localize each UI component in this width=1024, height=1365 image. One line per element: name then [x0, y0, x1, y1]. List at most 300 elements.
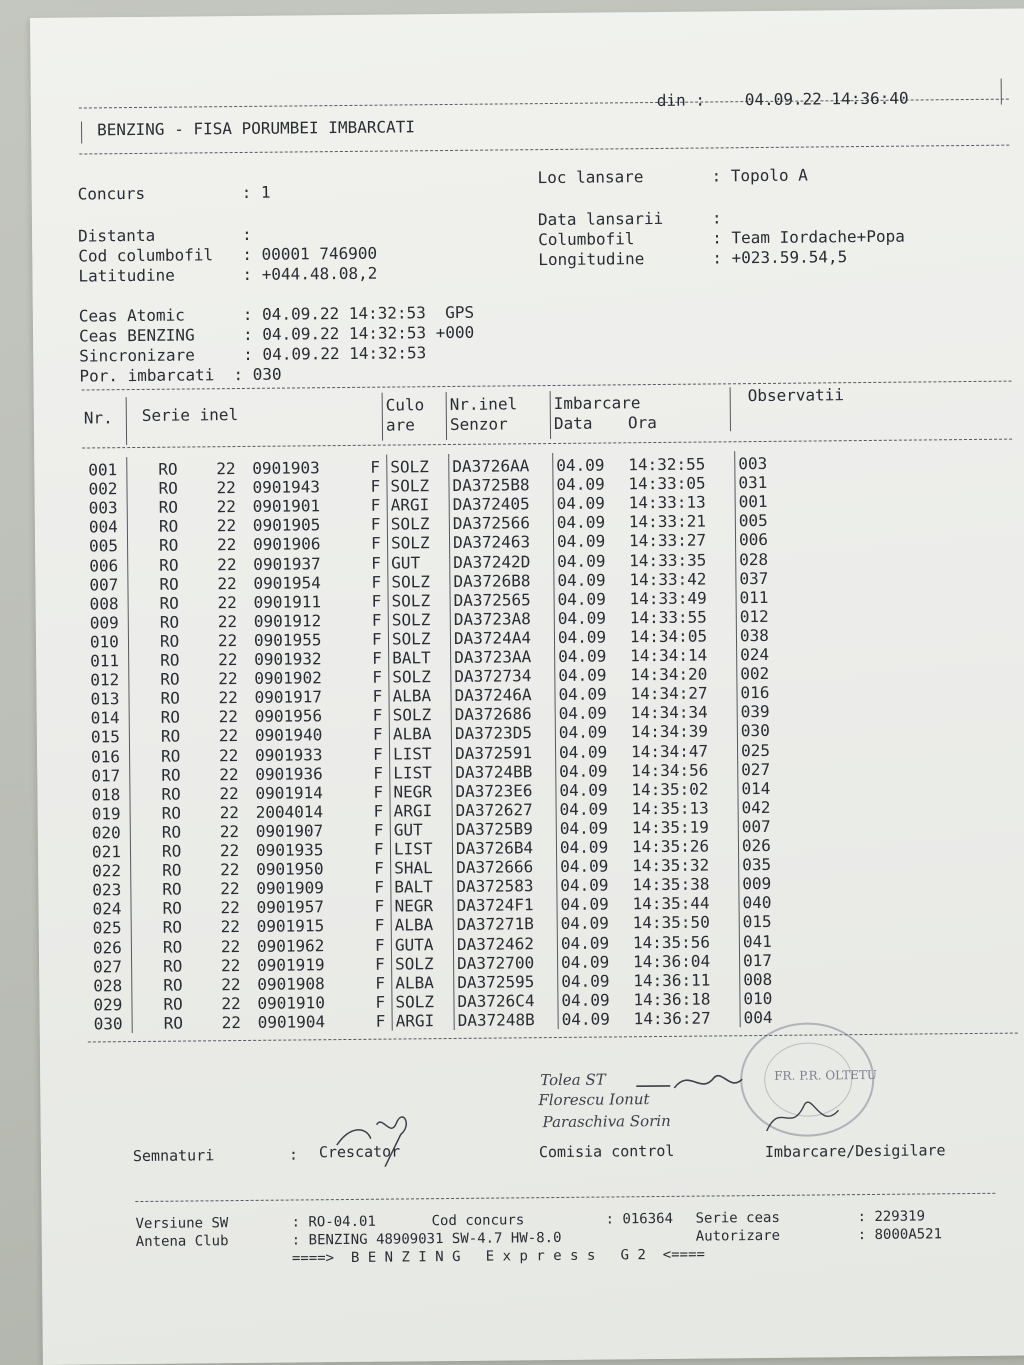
cell-ora: 14:34:27: [630, 683, 708, 704]
semnaturi-label: Semnaturi: [132, 1146, 215, 1166]
cell-senzor: DA3726AA: [452, 456, 530, 476]
cell-nr: 018: [91, 784, 121, 805]
cell-an: 22: [219, 841, 240, 861]
cell-nr: 008: [89, 593, 119, 614]
loc-lansare-value: : Topolo A: [711, 165, 808, 186]
cell-sex: F: [374, 877, 385, 897]
serie-ceas-label: Serie ceas: [695, 1209, 780, 1227]
cell-ora: 14:33:35: [629, 550, 707, 570]
cell-observatii: 009: [742, 874, 772, 894]
cell-tara: RO: [159, 593, 179, 613]
header-divider-3: [446, 392, 447, 440]
cell-inel: 0901933: [254, 744, 323, 765]
cell-ora: 14:33:49: [629, 588, 707, 608]
cell-observatii: 004: [743, 1007, 773, 1028]
cell-data: 04.09: [557, 608, 607, 628]
cell-tara: RO: [160, 688, 180, 708]
header-nr-inel-1: Nr.inel: [449, 394, 518, 414]
cell-ora: 14:35:50: [632, 912, 710, 933]
cell-an: 22: [217, 554, 237, 574]
cell-tara: RO: [163, 1013, 184, 1033]
columbofil-label: Columbofil: [538, 229, 635, 250]
cell-ora: 14:35:32: [632, 855, 710, 876]
cell-data: 04.09: [560, 856, 609, 877]
cell-culoare: GUT: [391, 552, 421, 573]
cell-tara: RO: [162, 860, 182, 880]
cell-nr: 001: [88, 460, 118, 480]
cell-data: 04.09: [558, 703, 607, 724]
cell-culoare: SOLZ: [391, 609, 431, 630]
cell-sex: F: [370, 534, 381, 554]
cell-senzor: DA372462: [456, 933, 535, 954]
cell-tara: RO: [160, 669, 180, 689]
cell-sex: F: [371, 629, 382, 649]
cell-observatii: 017: [742, 950, 773, 970]
cell-tara: RO: [159, 555, 179, 575]
cell-ora: 14:35:02: [631, 779, 709, 799]
sincronizare-label: Sincronizare: [79, 345, 195, 366]
cell-observatii: 024: [740, 644, 770, 665]
cell-culoare: LIST: [393, 839, 433, 859]
cell-nr: 021: [91, 842, 122, 862]
cell-an: 22: [217, 611, 238, 632]
cell-data: 04.09: [557, 589, 606, 609]
cell-ora: 14:34:39: [630, 721, 709, 742]
cell-inel: 0901936: [255, 763, 323, 784]
cell-senzor: DA37242D: [453, 551, 531, 572]
cell-sex: F: [375, 992, 386, 1012]
cell-sex: F: [375, 954, 385, 974]
cell-senzor: DA3724A4: [453, 628, 532, 648]
cell-data: 04.09: [559, 761, 608, 781]
cell-observatii: 026: [741, 835, 771, 856]
cell-observatii: 039: [740, 702, 770, 722]
cod-columbofil-value: : 00001 746900: [242, 243, 378, 264]
cell-nr: 002: [88, 479, 118, 499]
cell-senzor: DA372627: [455, 800, 533, 820]
cell-sex: F: [370, 514, 381, 535]
cell-tara: RO: [161, 765, 181, 785]
comisia-control-label: Comisia control: [538, 1141, 675, 1162]
cell-data: 04.09: [557, 570, 606, 590]
cod-columbofil-label: Cod columbofil: [78, 245, 214, 266]
cell-nr: 020: [91, 823, 121, 843]
cell-sex: F: [372, 686, 383, 706]
cell-an: 22: [218, 707, 239, 727]
cell-senzor: DA3726B4: [455, 838, 534, 858]
cell-senzor: DA37271B: [456, 914, 534, 935]
cell-sex: F: [373, 782, 384, 802]
cell-data: 04.09: [558, 646, 607, 666]
cell-tara: RO: [162, 937, 183, 957]
cell-ora: 14:34:14: [630, 645, 708, 666]
cell-sex: F: [373, 801, 384, 821]
cell-sex: F: [372, 744, 383, 764]
cell-sex: F: [372, 705, 383, 726]
cell-ora: 14:34:05: [629, 626, 708, 647]
cod-concurs-label: Cod concurs: [431, 1212, 525, 1230]
cell-sex: F: [372, 667, 383, 687]
cell-an: 22: [220, 936, 241, 956]
cell-inel: 0901909: [256, 878, 324, 899]
cell-culoare: SOLZ: [390, 476, 430, 496]
cell-sex: F: [372, 725, 383, 745]
autorizare-label: Autorizare: [695, 1227, 781, 1245]
porumbei-imbarcati-value: : 030: [233, 364, 282, 385]
cell-nr: 013: [90, 689, 120, 709]
cell-data: 04.09: [556, 512, 606, 533]
cell-ora: 14:33:21: [628, 511, 707, 532]
cell-data: 04.09: [558, 684, 607, 705]
cell-tara: RO: [159, 574, 179, 594]
cell-ora: 14:33:05: [628, 473, 706, 494]
cell-inel: 0901954: [253, 572, 321, 593]
cell-ora: 14:36:11: [633, 970, 711, 990]
cell-senzor: DA3724F1: [456, 895, 534, 916]
cell-data: 04.09: [557, 551, 606, 571]
cell-nr: 005: [88, 536, 119, 556]
cell-tara: RO: [158, 516, 179, 537]
ceas-atomic-label: Ceas Atomic: [78, 305, 185, 326]
cell-inel: 0901955: [253, 630, 322, 650]
cell-inel: 0901902: [254, 668, 322, 688]
cell-senzor: DA372405: [452, 494, 530, 515]
footer-top-rule: [135, 1193, 995, 1202]
cell-culoare: SOLZ: [390, 514, 430, 534]
cell-sex: F: [371, 553, 381, 573]
cell-culoare: ALBA: [395, 972, 434, 993]
cell-culoare: BALT: [394, 877, 433, 897]
cell-observatii: 006: [738, 530, 769, 550]
title-left-border: [81, 122, 82, 144]
cell-data: 04.09: [558, 665, 607, 686]
cell-an: 22: [218, 745, 239, 765]
cell-culoare: SOLZ: [390, 457, 429, 477]
cell-culoare: SHAL: [394, 858, 433, 878]
semnaturi-colon: :: [288, 1145, 299, 1164]
cell-sex: F: [374, 858, 384, 878]
cell-an: 22: [218, 650, 238, 670]
cell-senzor: DA37248B: [457, 1010, 535, 1030]
header-serie-inel: Serie inel: [141, 405, 239, 425]
cell-ora: 14:35:13: [631, 798, 709, 819]
cell-an: 22: [216, 497, 237, 517]
cell-sex: F: [374, 896, 385, 917]
crescator-signature: [330, 1104, 421, 1175]
cell-data: 04.09: [559, 818, 609, 838]
cell-senzor: DA372565: [453, 589, 531, 610]
cell-ora: 14:35:56: [632, 932, 711, 952]
cell-ora: 14:35:19: [631, 817, 709, 838]
cell-ora: 14:33:27: [628, 530, 707, 551]
cell-senzor: DA372591: [454, 742, 533, 763]
cell-observatii: 031: [738, 473, 768, 493]
cell-inel: 0901956: [254, 706, 323, 727]
handwritten-name-3: Paraschiva Sorin: [542, 1111, 671, 1132]
cell-tara: RO: [162, 879, 182, 899]
cell-sex: F: [375, 973, 386, 993]
cell-nr: 019: [91, 803, 121, 824]
cell-inel: 0901937: [253, 553, 321, 574]
cell-an: 22: [216, 478, 236, 498]
cell-observatii: 042: [741, 797, 771, 818]
cell-an: 22: [216, 459, 236, 479]
columbofil-value: : Team Iordache+Popa: [712, 226, 905, 248]
header-nr: Nr.: [83, 408, 113, 428]
cell-tara: RO: [162, 917, 183, 938]
cell-sex: F: [373, 763, 383, 783]
cell-sex: F: [371, 591, 382, 611]
cell-inel: 0901904: [257, 1012, 326, 1032]
cell-inel: 0901962: [256, 935, 325, 956]
cell-nr: 015: [90, 727, 120, 747]
cell-observatii: 005: [738, 511, 768, 531]
cell-nr: 006: [89, 555, 119, 575]
cell-observatii: 010: [743, 988, 773, 1008]
header-nr-inel-2: Senzor: [449, 414, 508, 434]
cell-observatii: 041: [742, 931, 772, 951]
cell-an: 22: [217, 592, 237, 612]
cell-data: 04.09: [560, 894, 609, 915]
cell-culoare: ALBA: [394, 915, 434, 935]
sincronizare-value: : 04.09.22 14:32:53: [243, 343, 427, 364]
date-label: din :: [656, 90, 706, 110]
cell-observatii: 028: [739, 549, 769, 569]
cell-tara: RO: [159, 631, 180, 651]
cell-senzor: DA3723E6: [455, 780, 533, 801]
header-imbarcare: Imbarcare: [553, 393, 641, 413]
cell-nr: 014: [90, 708, 120, 728]
cell-data: 04.09: [560, 875, 609, 896]
cell-tara: RO: [163, 994, 183, 1014]
cell-data: 04.09: [556, 493, 605, 514]
cell-sex: F: [375, 1011, 386, 1031]
cell-inel: 0901911: [253, 591, 322, 612]
cell-an: 22: [216, 516, 237, 536]
cell-ora: 14:34:34: [630, 702, 708, 723]
cell-data: 04.09: [559, 799, 608, 819]
cell-sex: F: [370, 476, 381, 496]
cell-tara: RO: [158, 478, 178, 498]
cell-inel: 0901950: [256, 859, 324, 879]
cell-senzor: DA3723AA: [454, 647, 532, 667]
cell-nr: 011: [90, 651, 120, 671]
cell-data: 04.09: [561, 990, 610, 1010]
cell-inel: 0901935: [255, 840, 324, 860]
cell-ora: 14:34:47: [630, 741, 709, 761]
cell-sex: F: [371, 610, 382, 630]
cell-data: 04.09: [558, 741, 608, 762]
cell-nr: 012: [90, 670, 120, 690]
cell-observatii: 015: [742, 912, 772, 932]
cell-senzor: DA3725B8: [452, 475, 530, 496]
cell-culoare: ARGI: [390, 495, 430, 515]
cell-sex: F: [374, 935, 385, 955]
cell-an: 22: [220, 860, 240, 880]
cell-sex: F: [370, 457, 381, 477]
cell-senzor: DA372583: [456, 876, 534, 897]
cell-culoare: GUT: [393, 820, 423, 840]
antena-club-value: : BENZING 48909031 SW-4.7 HW-8.0: [291, 1229, 562, 1249]
cell-observatii: 027: [741, 759, 771, 779]
header-divider-2: [382, 393, 383, 441]
concurs-label: Concurs: [77, 183, 146, 204]
latitudine-label: Latitudine: [78, 265, 175, 286]
cell-ora: 14:33:13: [628, 492, 706, 513]
cell-tara: RO: [160, 650, 180, 670]
cell-culoare: NEGR: [394, 896, 434, 916]
ceas-benzing-label: Ceas BENZING: [78, 325, 195, 346]
cell-senzor: DA372595: [457, 971, 535, 992]
cell-sex: F: [374, 916, 385, 936]
print-datetime: 04.09.22 14:36:40: [744, 88, 909, 110]
printed-sheet: [30, 8, 1024, 1364]
cell-inel: 0901919: [257, 954, 325, 975]
cell-inel: 0901915: [256, 916, 325, 937]
page-title: BENZING - FISA PORUMBEI IMBARCATI: [96, 117, 416, 140]
cell-observatii: 012: [739, 606, 769, 627]
cell-tara: RO: [161, 841, 182, 861]
cell-an: 22: [218, 688, 238, 708]
cell-an: 22: [221, 974, 241, 994]
cell-ora: 14:34:20: [630, 664, 708, 685]
header-culoare-1: Culo: [385, 395, 425, 415]
cell-observatii: 035: [742, 855, 772, 875]
porumbei-imbarcati-label: Por. imbarcati: [79, 365, 215, 386]
cell-data: 04.09: [559, 837, 609, 857]
cell-an: 22: [220, 898, 240, 918]
crescator-label: Crescator: [318, 1142, 401, 1162]
cell-data: 04.09: [556, 455, 605, 475]
cell-tara: RO: [158, 497, 179, 517]
header-culoare-2: are: [385, 415, 415, 435]
header-divider-5: [730, 387, 731, 431]
cell-culoare: ALBA: [392, 686, 432, 706]
cell-inel: 0901943: [252, 477, 321, 497]
cell-sex: F: [370, 495, 381, 515]
cell-inel: 2004014: [255, 802, 324, 822]
cell-data: 04.09: [557, 627, 607, 647]
cell-inel: 0901940: [254, 725, 323, 746]
cell-an: 22: [217, 630, 238, 651]
cell-observatii: 011: [739, 587, 769, 607]
ceas-benzing-value: : 04.09.22 14:32:53 +000: [242, 322, 475, 344]
cell-nr: 030: [93, 1014, 123, 1034]
cell-ora: 14:35:26: [631, 836, 710, 857]
cell-senzor: DA372734: [454, 666, 532, 687]
cell-culoare: SOLZ: [391, 590, 431, 611]
cell-senzor: DA3723D5: [454, 723, 533, 744]
cell-an: 22: [216, 535, 237, 555]
cell-tara: RO: [161, 803, 181, 823]
cell-data: 04.09: [561, 1009, 610, 1029]
cell-culoare: NEGR: [393, 781, 433, 802]
cell-observatii: 038: [739, 625, 769, 646]
cell-nr: 017: [91, 765, 121, 786]
cell-sex: F: [373, 839, 384, 859]
cell-an: 22: [219, 802, 239, 823]
cell-ora: 14:32:55: [628, 454, 706, 475]
cell-sex: F: [373, 820, 384, 840]
cell-culoare: ARGI: [395, 1011, 435, 1031]
cell-an: 22: [218, 726, 239, 746]
cell-nr: 024: [92, 899, 122, 919]
cell-tara: RO: [161, 822, 182, 842]
cell-senzor: DA372566: [452, 513, 531, 534]
cell-data: 04.09: [561, 971, 610, 991]
cell-observatii: 007: [741, 816, 771, 837]
cell-culoare: SOLZ: [392, 667, 431, 687]
imbarcare-desigilare-label: Imbarcare/Desigilare: [764, 1141, 946, 1161]
ceas-atomic-value: : 04.09.22 14:32:53 GPS: [242, 302, 475, 324]
cell-senzor: DA372666: [456, 857, 534, 878]
cell-an: 22: [219, 783, 239, 803]
header-divider-1: [126, 397, 127, 445]
cell-senzor: DA3725B9: [455, 819, 533, 839]
latitudine-value: : +044.48.08,2: [242, 263, 378, 284]
distanta-value: :: [241, 224, 252, 244]
cell-senzor: DA372686: [454, 704, 532, 725]
cell-nr: 016: [91, 746, 121, 766]
cell-ora: 14:33:42: [629, 569, 707, 589]
cell-nr: 029: [93, 994, 123, 1015]
cell-tara: RO: [159, 612, 180, 632]
cell-nr: 004: [88, 517, 118, 537]
header-ora: Ora: [627, 413, 657, 433]
cell-inel: 0901908: [257, 973, 325, 994]
cell-culoare: SOLZ: [391, 571, 431, 592]
cell-observatii: 014: [741, 778, 771, 798]
cell-nr: 027: [93, 956, 123, 977]
cell-culoare: ARGI: [393, 800, 433, 821]
cell-inel: 0901903: [252, 458, 320, 478]
cell-nr: 010: [89, 632, 119, 652]
cell-an: 22: [218, 669, 238, 689]
cell-observatii: 003: [738, 453, 768, 474]
cell-culoare: SOLZ: [391, 629, 431, 649]
cell-culoare: LIST: [393, 762, 432, 783]
longitudine-label: Longitudine: [538, 249, 645, 270]
header-divider-4: [550, 391, 551, 439]
cell-culoare: SOLZ: [395, 953, 434, 974]
cell-tara: RO: [161, 784, 181, 804]
cell-nr: 022: [92, 861, 122, 881]
header-data: Data: [553, 413, 593, 433]
cell-observatii: 025: [740, 740, 771, 760]
cell-tara: RO: [160, 746, 181, 766]
cell-culoare: SOLZ: [390, 533, 430, 553]
longitudine-value: : +023.59.54,5: [712, 247, 848, 268]
header-observatii: Observatii: [747, 385, 845, 406]
cell-inel: 0901905: [252, 515, 321, 536]
data-lansarii-label: Data lansarii: [537, 208, 664, 230]
cell-senzor: DA372463: [452, 532, 531, 553]
cell-tara: RO: [163, 956, 183, 976]
cell-senzor: DA3726B8: [453, 570, 531, 591]
autorizare-value: : 8000A521: [857, 1226, 943, 1244]
cell-tara: RO: [160, 726, 181, 747]
cell-tara: RO: [158, 535, 179, 556]
cell-nr: 007: [89, 574, 119, 595]
cell-data: 04.09: [556, 474, 605, 495]
distanta-label: Distanta: [78, 225, 156, 246]
cell-ora: 14:35:44: [632, 893, 710, 914]
cell-an: 22: [217, 573, 237, 593]
cell-culoare: LIST: [392, 743, 432, 764]
cell-an: 22: [221, 955, 241, 975]
cell-sex: F: [371, 572, 382, 592]
cell-data: 04.09: [559, 780, 608, 800]
